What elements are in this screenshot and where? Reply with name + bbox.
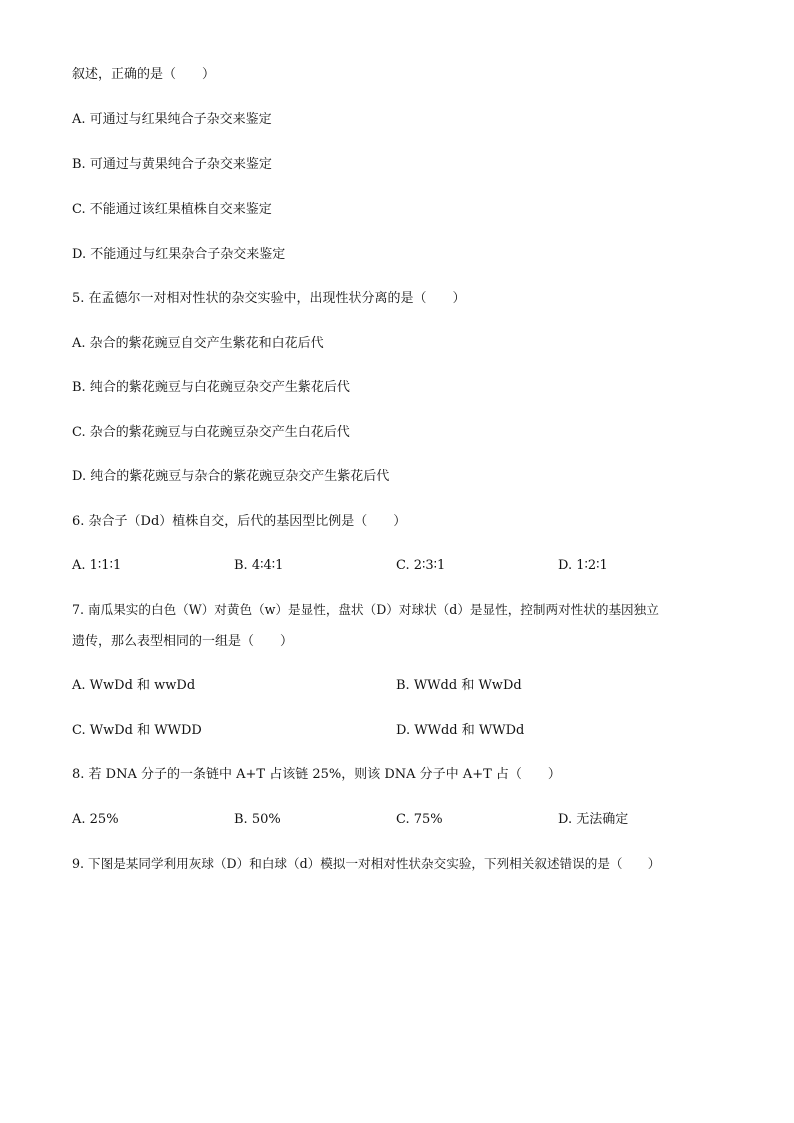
q6-option-d: D. 1∶2∶1 bbox=[558, 558, 608, 573]
q5-stem: 5. 在孟德尔一对相对性状的杂交实验中，出现性状分离的是（ ） bbox=[72, 291, 466, 306]
q4-option-b: B. 可通过与黄果纯合子杂交来鉴定 bbox=[72, 157, 272, 172]
q5-option-b: B. 纯合的紫花豌豆与白花豌豆杂交产生紫花后代 bbox=[72, 380, 350, 395]
q8-option-a: A. 25% bbox=[72, 812, 119, 827]
q7-stem-line2: 遗传，那么表型相同的一组是（ ） bbox=[72, 634, 294, 649]
q8-option-c: C. 75% bbox=[396, 812, 443, 827]
q7-stem-line1: 7. 南瓜果实的白色（W）对黄色（w）是显性，盘状（D）对球状（d）是显性，控制两对性状的基因独立 bbox=[72, 602, 659, 617]
q6-option-b: B. 4∶4∶1 bbox=[234, 558, 284, 573]
q6-option-a: A. 1∶1∶1 bbox=[72, 558, 122, 573]
q4-stem-tail: 叙述，正确的是（ ） bbox=[72, 67, 216, 82]
q7-option-c: C. WwDd 和 WWDD bbox=[72, 723, 202, 738]
q8-option-b: B. 50% bbox=[234, 812, 281, 827]
q6-stem: 6. 杂合子（Dd）植株自交，后代的基因型比例是（ ） bbox=[72, 514, 407, 529]
q7-option-a: A. WwDd 和 wwDd bbox=[72, 678, 196, 693]
q5-option-c: C. 杂合的紫花豌豆与白花豌豆杂交产生白花后代 bbox=[72, 425, 350, 440]
q5-option-a: A. 杂合的紫花豌豆自交产生紫花和白花后代 bbox=[72, 336, 324, 351]
q4-option-a: A. 可通过与红果纯合子杂交来鉴定 bbox=[72, 112, 272, 127]
q8-option-d: D. 无法确定 bbox=[558, 812, 629, 827]
q5-option-d: D. 纯合的紫花豌豆与杂合的紫花豌豆杂交产生紫花后代 bbox=[72, 469, 390, 484]
q4-option-c: C. 不能通过该红果植株自交来鉴定 bbox=[72, 202, 272, 217]
q7-option-d: D. WWdd 和 WWDd bbox=[396, 723, 525, 738]
q7-option-b: B. WWdd 和 WwDd bbox=[396, 678, 522, 693]
q9-stem: 9. 下图是某同学利用灰球（D）和白球（d）模拟一对相对性状杂交实验，下列相关叙述错误的是（ ） bbox=[72, 856, 661, 871]
q6-option-c: C. 2∶3∶1 bbox=[396, 558, 446, 573]
q8-stem: 8. 若 DNA 分子的一条链中 A+T 占该链 25%，则该 DNA 分子中 A+T 占（ ） bbox=[72, 767, 561, 782]
q4-option-d: D. 不能通过与红果杂合子杂交来鉴定 bbox=[72, 247, 286, 262]
